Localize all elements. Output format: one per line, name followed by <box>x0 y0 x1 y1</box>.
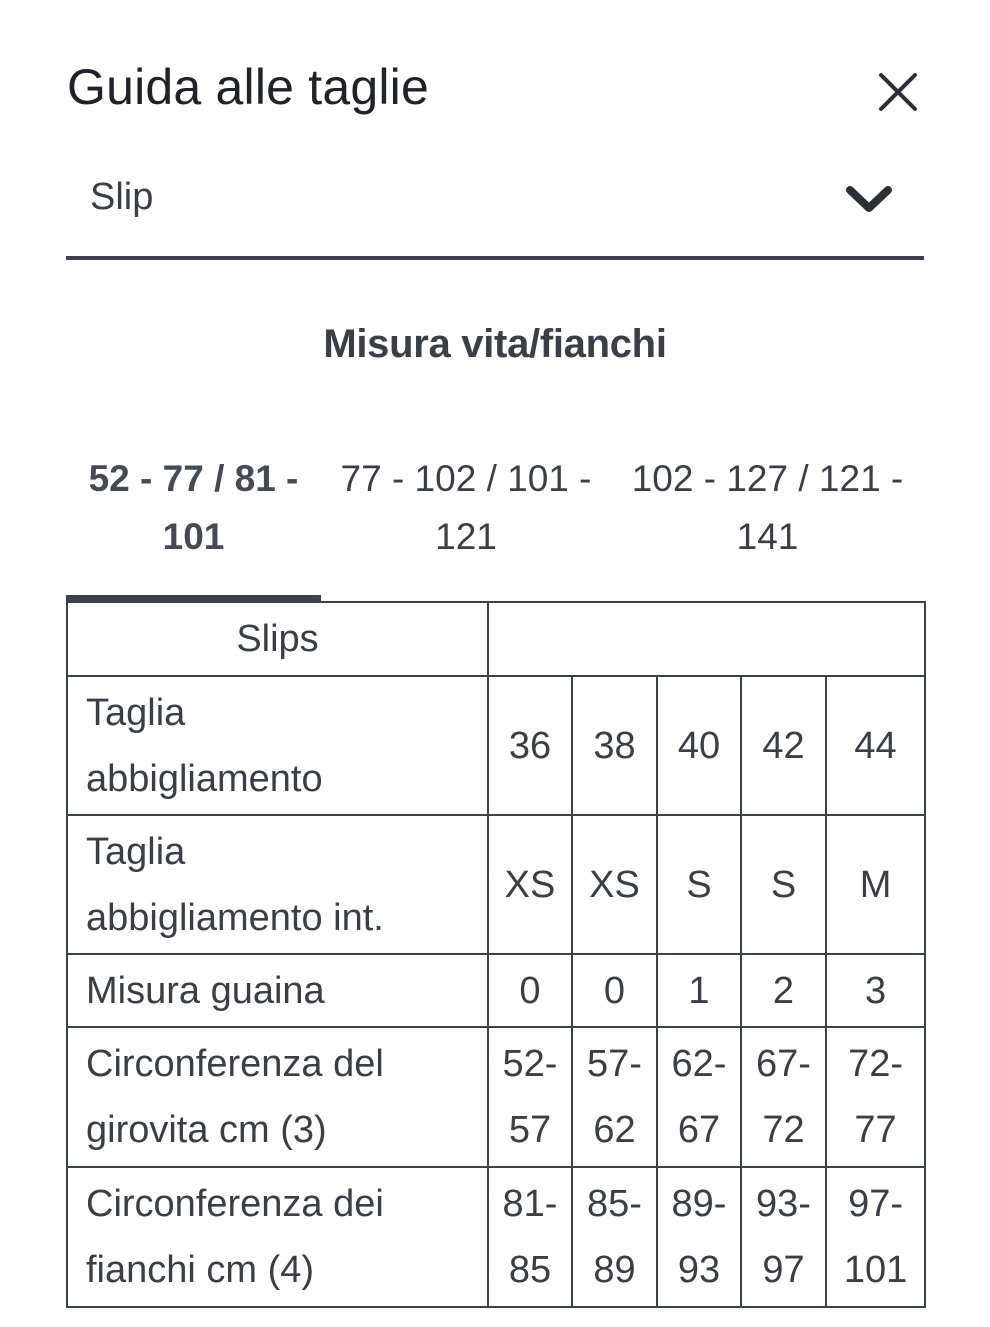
cell-line: 97- <box>848 1183 903 1225</box>
table-row <box>67 1167 925 1307</box>
cell-line: 67- <box>756 1043 811 1085</box>
cell-line: 72 <box>762 1109 805 1151</box>
table-cell: XS <box>572 815 657 954</box>
row-label <box>67 1027 488 1167</box>
tab-range-1-line2: 101 <box>162 516 225 557</box>
tab-range-3-line2: 141 <box>736 516 799 557</box>
table-cell: 1 <box>657 954 741 1027</box>
tab-range-1[interactable] <box>66 450 321 566</box>
dialog-title: Guida alle taglie <box>67 59 429 115</box>
cell-line: 93 <box>677 1249 721 1291</box>
cell-line: 57 <box>508 1109 552 1151</box>
chevron-down-icon <box>844 182 894 216</box>
section-title: Misura vita/fianchi <box>323 322 667 366</box>
table-cell <box>572 1167 657 1307</box>
row-label <box>67 815 488 954</box>
table-cell <box>741 1027 826 1167</box>
table-cell: 42 <box>741 676 826 815</box>
table-row <box>67 954 925 1027</box>
table-cell <box>657 1027 741 1167</box>
table-cell: 38 <box>572 676 657 815</box>
row-label-line: abbigliamento <box>86 757 323 800</box>
table-cell <box>826 1167 925 1307</box>
table-cell: 44 <box>826 676 925 815</box>
table-header: Slips <box>67 602 488 676</box>
cell-line: 52- <box>502 1043 558 1085</box>
table-row <box>67 1027 925 1167</box>
table-cell <box>657 1167 741 1307</box>
category-select[interactable] <box>66 160 924 260</box>
cell-line: 67 <box>677 1109 721 1151</box>
row-label-line: girovita cm (3) <box>86 1109 327 1151</box>
table-cell <box>488 1167 572 1307</box>
table-cell <box>572 1027 657 1167</box>
tab-range-2[interactable] <box>321 450 611 566</box>
table-cell: M <box>826 815 925 954</box>
cell-line: 85- <box>587 1183 642 1225</box>
table-cell: XS <box>488 815 572 954</box>
row-label <box>67 1167 488 1307</box>
cell-line: 77 <box>854 1109 897 1151</box>
table-cell <box>826 1027 925 1167</box>
table-cell: S <box>741 815 826 954</box>
cell-line: 101 <box>843 1249 908 1291</box>
cell-line: 97 <box>762 1249 805 1291</box>
cell-line: 89- <box>671 1183 727 1225</box>
cell-line: 62- <box>671 1043 727 1085</box>
table-header-empty <box>488 602 925 676</box>
tab-range-3-line1: 102 - 127 / 121 - <box>631 458 904 499</box>
table-cell: 0 <box>572 954 657 1027</box>
tab-range-2-line1: 77 - 102 / 101 - <box>340 458 592 499</box>
cell-line: 57- <box>587 1043 642 1085</box>
row-label-line: abbigliamento int. <box>86 896 384 939</box>
category-select-value: Slip <box>90 176 154 218</box>
table-row <box>67 676 925 815</box>
cell-line: 62 <box>593 1109 636 1151</box>
size-table <box>66 601 926 1308</box>
table-cell: S <box>657 815 741 954</box>
row-label-line: Taglia <box>86 691 186 734</box>
cell-line: 81- <box>502 1183 558 1225</box>
table-cell: 0 <box>488 954 572 1027</box>
table-cell <box>741 1167 826 1307</box>
table-cell <box>488 1027 572 1167</box>
cell-line: 89 <box>593 1249 636 1291</box>
tab-range-1-line1: 52 - 77 / 81 - <box>88 458 299 499</box>
table-row <box>67 815 925 954</box>
cell-line: 93- <box>756 1183 811 1225</box>
row-label-line: Taglia <box>86 830 186 873</box>
row-label-line: Circonferenza dei <box>86 1183 384 1225</box>
tab-range-2-line2: 121 <box>435 516 497 557</box>
table-cell: 40 <box>657 676 741 815</box>
tab-range-3[interactable] <box>611 450 924 566</box>
table-cell: 2 <box>741 954 826 1027</box>
cell-line: 72- <box>848 1043 903 1085</box>
row-label: Misura guaina <box>67 954 488 1027</box>
table-cell: 3 <box>826 954 925 1027</box>
row-label-line: Circonferenza del <box>86 1043 384 1085</box>
size-range-tabs <box>66 450 924 600</box>
table-header-row <box>67 602 925 676</box>
row-label <box>67 676 488 815</box>
close-icon <box>872 66 924 118</box>
table-cell: 36 <box>488 676 572 815</box>
row-label-line: fianchi cm (4) <box>86 1249 315 1291</box>
cell-line: 85 <box>508 1249 552 1291</box>
close-button[interactable] <box>872 66 924 118</box>
